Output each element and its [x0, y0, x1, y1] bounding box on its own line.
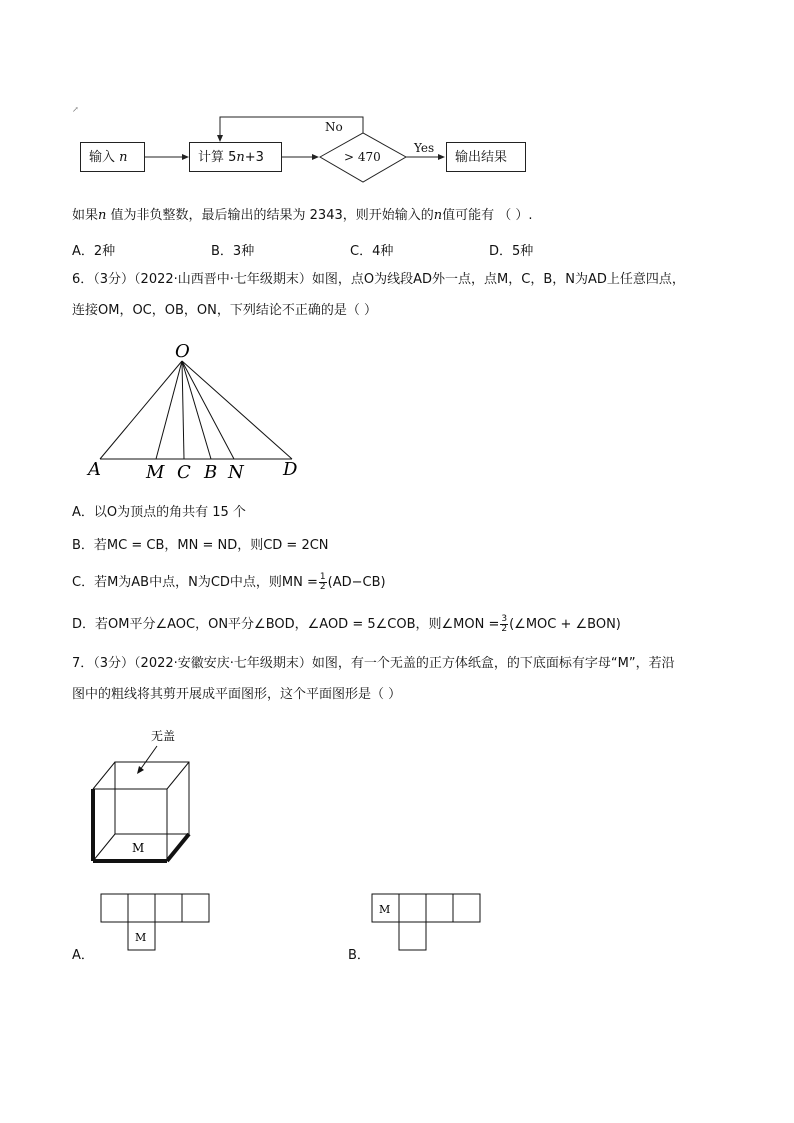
- cube-label-pointer: [140, 746, 157, 770]
- condition-text: > 470: [344, 150, 381, 164]
- q5-option-d[interactable]: D．5种: [489, 244, 534, 259]
- q7-option-b[interactable]: B．: [348, 948, 370, 963]
- cube-top-label: 无盖: [151, 729, 176, 743]
- label-o: O: [175, 341, 190, 362]
- label-d: D: [283, 459, 298, 480]
- cube-cut-line-right: [167, 834, 189, 861]
- q5-option-c[interactable]: C．4种: [350, 244, 394, 259]
- q5-stem: 如果n 值为非负整数，最后输出的结果为 2343，则开始输入的n值可能有 （ ）.: [72, 208, 533, 223]
- corner-mark: ↗: [72, 105, 79, 114]
- ray-oa: [100, 361, 182, 459]
- flowchart-compute-box: 计算 5n+3: [189, 142, 282, 172]
- q6-option-c[interactable]: C．若M为AB中点，N为CD中点，则MN = $\frac{1}{2}$ (AD−CB): [72, 572, 386, 592]
- cube-back-face: [115, 762, 189, 834]
- q6-option-b[interactable]: B．若MC = CB，MN = ND，则CD = 2CN: [72, 538, 329, 553]
- ray-om: [156, 361, 182, 459]
- q6-header: 6．（3分）（2022·山西晋中·七年级期末）如图，点O为线段AD外一点，点M，C，B，N为AD上任意四点，: [72, 272, 685, 287]
- fraction-three-halves: $\frac{3}{2}$: [501, 614, 508, 634]
- net-a-label: M: [135, 931, 147, 944]
- yes-label: Yes: [414, 141, 435, 155]
- label-b: B: [204, 462, 218, 483]
- ray-oc: [182, 361, 184, 459]
- net-b-label: M: [379, 903, 391, 916]
- q5-option-a[interactable]: A．2种: [72, 244, 116, 259]
- q7-net-a[interactable]: [100, 893, 214, 953]
- label-a: A: [88, 459, 101, 480]
- fraction-one-half: $\frac{1}{2}$: [319, 572, 326, 592]
- label-n: N: [228, 462, 244, 483]
- q6-figure: [80, 335, 320, 485]
- q7-option-a[interactable]: A．: [72, 948, 94, 963]
- flowchart-output-box: 输出结果: [446, 142, 526, 172]
- no-label: No: [325, 120, 343, 134]
- flowchart-input-box: 输入 n: [80, 142, 145, 172]
- label-c: C: [177, 462, 191, 483]
- q7-net-b[interactable]: [371, 893, 485, 953]
- q7-cube-figure: [85, 722, 215, 872]
- q7-header: 7．（3分）（2022·安徽安庆·七年级期末）如图，有一个无盖的正方体纸盒，的下底面标有字母“M”，若沿: [72, 656, 675, 671]
- q6-header-line2: 连接OM，OC，OB，ON，下列结论不正确的是（ ）: [72, 303, 377, 318]
- q7-header-line2: 图中的粗线将其剪开展成平面图形，这个平面图形是（ ）: [72, 687, 402, 702]
- label-m: M: [146, 462, 165, 483]
- q6-option-a[interactable]: A．以O为顶点的角共有 15 个: [72, 505, 246, 520]
- ray-on: [182, 361, 234, 459]
- q5-option-b[interactable]: B．3种: [211, 244, 255, 259]
- ray-od: [182, 361, 292, 459]
- cube-face-label: M: [132, 841, 145, 855]
- ray-ob: [182, 361, 211, 459]
- q6-option-d[interactable]: D．若OM平分∠AOC，ON平分∠BOD，∠AOD = 5∠COB，则∠MON = $\frac{3}{2}$ (∠MOC + ∠BON): [72, 614, 621, 634]
